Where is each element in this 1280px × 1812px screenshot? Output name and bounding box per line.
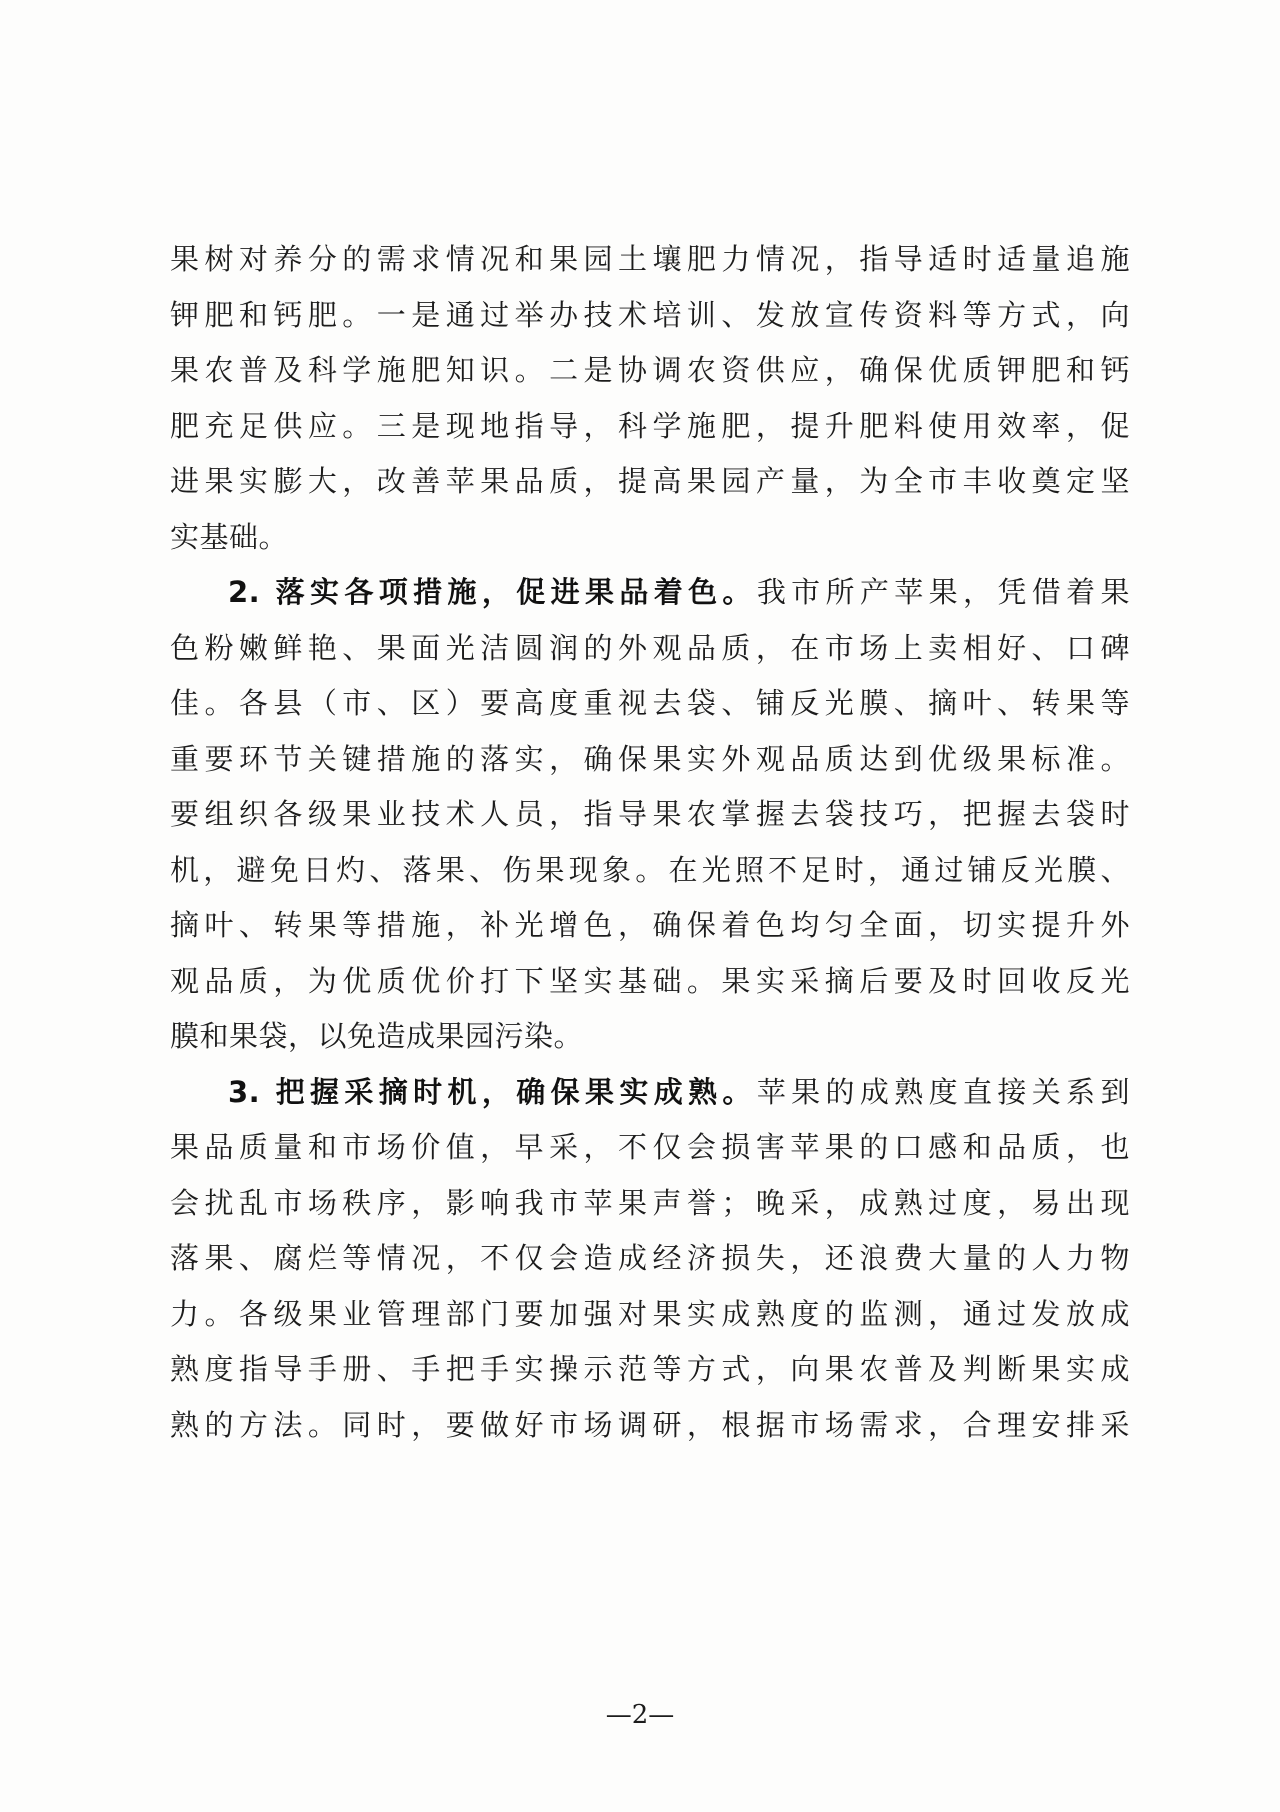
section-3-first-line-text: 苹果的成熟度直接关系到	[756, 1074, 1130, 1109]
paragraph-line: 钾肥和钙肥。一是通过举办技术培训、发放宣传资料等方式，向	[170, 297, 1130, 332]
paragraph-line: 要组织各级果业技术人员，指导果农掌握去袋技巧，把握去袋时	[170, 797, 1130, 831]
section-3-heading: 3. 把握采摘时机，确保果实成熟。	[228, 1074, 757, 1109]
section-2-heading: 2. 落实各项措施，促进果品着色。	[228, 575, 757, 609]
paragraph-line: 色粉嫩鲜艳、果面光洁圆润的外观品质，在市场上卖相好、口碑	[170, 630, 1130, 665]
paragraph-line: 佳。各县（市、区）要高度重视去袋、铺反光膜、摘叶、转果等	[170, 686, 1130, 720]
paragraph-line: 果品质量和市场价值，早采，不仅会损害苹果的口感和品质，也	[170, 1130, 1130, 1164]
paragraph-line: 果农普及科学施肥知识。二是协调农资供应，确保优质钾肥和钙	[170, 353, 1130, 387]
paragraph-line: 摘叶、转果等措施，补光增色，确保着色均匀全面，切实提升外	[170, 908, 1130, 942]
section-3-first-line	[170, 1065, 1130, 1121]
page-number: —2—	[605, 1700, 675, 1730]
paragraph-line: 肥充足供应。三是现地指导，科学施肥，提升肥料使用效率，促	[170, 408, 1130, 443]
paragraph-line: 果树对养分的需求情况和果园土壤肥力情况，指导适时适量追施	[170, 242, 1130, 276]
paragraph-line: 机，避免日灼、落果、伤果现象。在光照不足时，通过铺反光膜、	[170, 852, 1130, 887]
document-body	[170, 232, 1130, 1453]
paragraph-line: 膜和果袋，以免造成果园污染。	[170, 1019, 584, 1053]
paragraph-line: 力。各级果业管理部门要加强对果实成熟度的监测，通过发放成	[170, 1296, 1130, 1331]
section-2-first-line	[170, 565, 1130, 621]
paragraph-line: 实基础。	[170, 519, 289, 554]
paragraph-line: 会扰乱市场秩序，影响我市苹果声誉；晚采，成熟过度，易出现	[170, 1185, 1130, 1220]
paragraph-line: 熟度指导手册、手把手实操示范等方式，向果农普及判断果实成	[170, 1352, 1130, 1386]
section-2-first-line-text: 我市所产苹果，凭借着果	[756, 575, 1130, 609]
paragraph-line: 熟的方法。同时，要做好市场调研，根据市场需求，合理安排采	[170, 1407, 1130, 1442]
paragraph-line: 落果、腐烂等情况，不仅会造成经济损失，还浪费大量的人力物	[170, 1241, 1130, 1275]
paragraph-line: 重要环节关键措施的落实，确保果实外观品质达到优级果标准。	[170, 741, 1130, 776]
paragraph-line: 进果实膨大，改善苹果品质，提高果园产量，为全市丰收奠定坚	[170, 464, 1130, 498]
paragraph-line: 观品质，为优质优价打下坚实基础。果实采摘后要及时回收反光	[170, 963, 1130, 998]
